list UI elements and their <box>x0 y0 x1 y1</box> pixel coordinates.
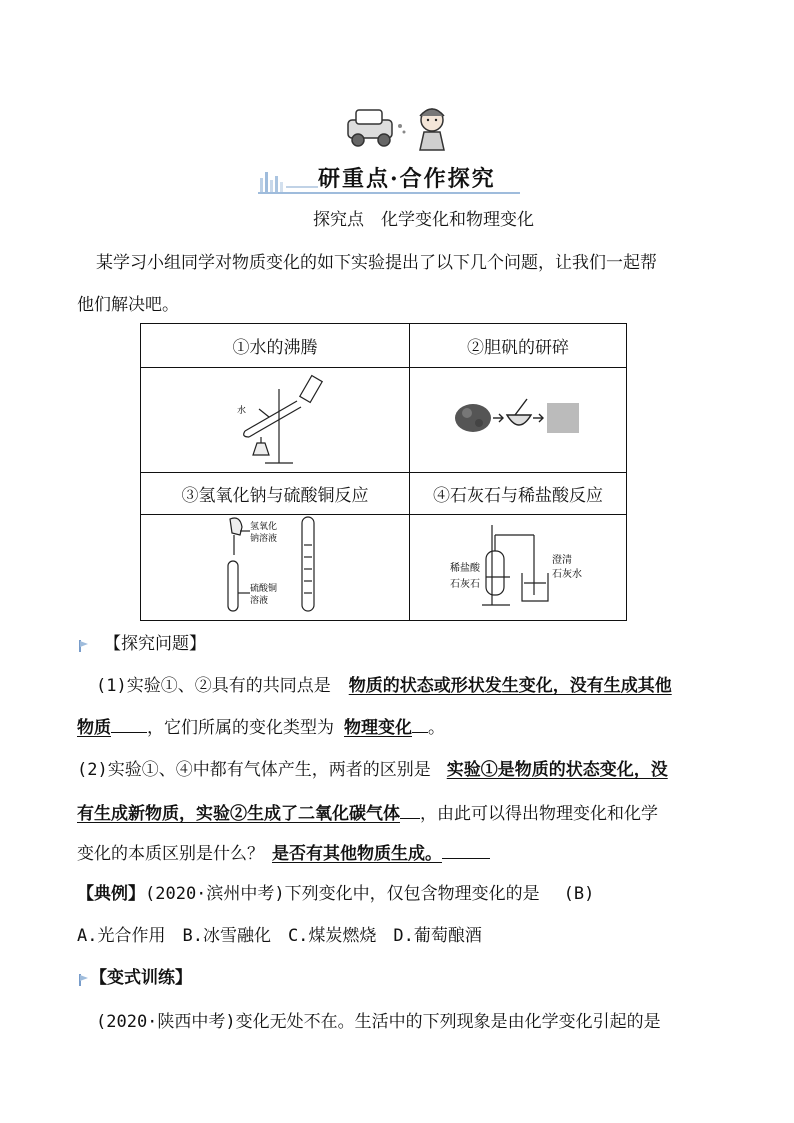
q2-answer-a: 实验①是物质的状态变化，没 <box>446 760 668 780</box>
q1-end: 。 <box>428 718 445 738</box>
example-label: 【典例】 <box>77 884 145 904</box>
cell-title-3: ③氢氧化钠与硫酸铜反应 <box>141 473 410 515</box>
q2-line-2 <box>77 800 658 826</box>
training-heading: 【变式训练】 <box>90 968 192 988</box>
intro-line-1: 某学习小组同学对物质变化的如下实验提出了以下几个问题，让我们一起帮 <box>96 253 657 273</box>
grinding-diagram <box>453 393 583 443</box>
cell-title-1: ①水的沸腾 <box>141 324 410 368</box>
q2-answer-b: 有生成新物质，实验②生成了二氧化碳气体 <box>77 804 400 824</box>
banner-title: 研重点·合作探究 <box>318 166 496 192</box>
q1-answer-a: 物质的状态或形状发生变化，没有生成其他 <box>348 676 672 696</box>
example-line <box>77 882 594 906</box>
q2-line-1 <box>77 758 668 782</box>
cell3-label-2: 硫酸铜 <box>250 584 278 594</box>
explore-heading: 【探究问题】 <box>104 634 206 654</box>
example-text: (2020·滨州中考)下列变化中，仅包含物理变化的是 <box>145 884 540 904</box>
q1-answer-b: 物质 <box>77 718 111 738</box>
cell4-label-2: 澄清 <box>552 555 572 566</box>
q2-middle: ，由此可以得出物理变化和化学 <box>420 804 658 824</box>
naoh-cuso4-diagram <box>220 515 330 615</box>
cell-image-4 <box>410 515 627 621</box>
q2-line-3 <box>77 840 490 866</box>
cell1-label-0: 水 <box>237 405 247 416</box>
limestone-acid-diagram <box>448 517 588 613</box>
cell-title-4: ④石灰石与稀盐酸反应 <box>410 473 627 515</box>
boiling-water-diagram <box>225 369 325 467</box>
q1-line-1 <box>96 674 672 698</box>
q2-line3-prefix: 变化的本质区别是什么？ <box>77 844 264 864</box>
flag-icon <box>78 638 90 657</box>
experiment-table <box>140 323 627 621</box>
q1-answer-c: 物理变化 <box>344 718 412 738</box>
training-text-content: (2020·陕西中考)变化无处不在。生活中的下列现象是由化学变化引起的是 <box>96 1012 661 1032</box>
cell3-label-3: 溶液 <box>250 596 269 606</box>
intro-line-2: 他们解决吧。 <box>77 295 179 315</box>
cartoon-illustration <box>340 102 458 154</box>
cell3-label-0: 氢氧化 <box>250 522 278 532</box>
q2-answer-c: 是否有其他物质生成。 <box>272 844 442 864</box>
cell-image-2 <box>410 368 627 473</box>
example-options: A.光合作用 B.冰雪融化 C.煤炭燃烧 D.葡萄酿酒 <box>77 926 482 946</box>
cell-image-3 <box>141 515 410 621</box>
q2-prefix: (2)实验①、④中都有气体产生，两者的区别是 <box>77 760 431 780</box>
cell4-label-3: 石灰水 <box>552 569 582 580</box>
cell3-label-1: 钠溶液 <box>250 534 278 544</box>
cell4-label-0: 稀盐酸 <box>450 563 480 574</box>
section-heading: 探究点 化学变化和物理变化 <box>313 210 534 230</box>
cell-title-2: ②胆矾的研碎 <box>410 324 627 368</box>
flag-icon <box>78 972 90 991</box>
example-answer: (B) <box>563 884 595 904</box>
cell4-label-1: 石灰石 <box>450 579 480 590</box>
cell-image-1 <box>141 368 410 473</box>
q1-middle: ，它们所属的变化类型为 <box>147 718 334 738</box>
q1-line-2 <box>77 714 445 740</box>
q1-prefix: (1)实验①、②具有的共同点是 <box>96 676 331 696</box>
training-text <box>96 1010 661 1034</box>
